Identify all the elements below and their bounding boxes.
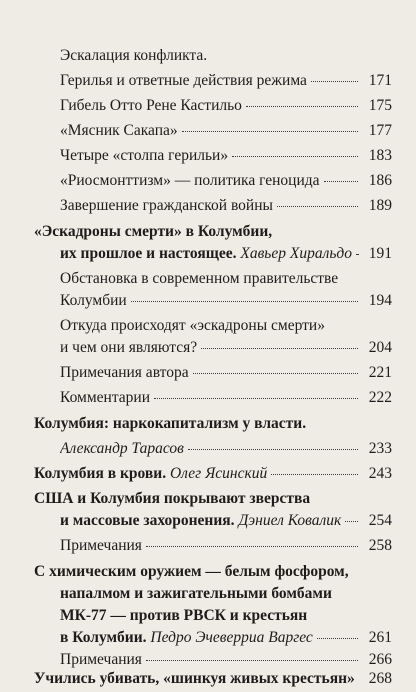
entry-author: Педро Эчеверриа Варгес: [150, 629, 313, 646]
entry-title: Обстановка в современном правительстве: [60, 270, 339, 287]
entry-page: 171: [368, 72, 392, 89]
entry-page: 175: [368, 97, 392, 114]
entry-title: Эскалация конфликта.: [60, 47, 208, 64]
entry-page: 177: [368, 122, 392, 139]
entry-title: Примечания автора: [60, 364, 189, 381]
entry-page: 266: [368, 651, 392, 668]
entry-title: Примечания: [60, 537, 142, 554]
entry-title: Завершение гражданской войны: [60, 197, 273, 214]
entry-page: 254: [368, 512, 392, 529]
entry-page: 183: [368, 147, 392, 164]
entry-page: 258: [368, 537, 392, 554]
entry-page: 268: [368, 670, 392, 687]
entry-title: Колумбия: наркокапитализм у власти.: [34, 415, 307, 432]
entry-title: «Эскадроны смерти» в Колумбии,: [34, 223, 273, 240]
entry-title: «Мясник Сакапа»: [60, 122, 178, 139]
entry-title: Четыре «столпа герильи»: [60, 147, 229, 164]
entry-page: 261: [368, 629, 392, 646]
entry-title: Колумбии: [60, 292, 127, 309]
entry-page: 233: [368, 440, 392, 457]
entry-title: США и Колумбия покрывают зверства: [34, 490, 311, 507]
entry-author: Олег Ясинский: [169, 465, 268, 482]
entry-title: Учились убивать, «шинкуя живых крестьян»: [34, 670, 355, 687]
entry-page: 186: [368, 172, 392, 189]
entry-page: 204: [368, 339, 392, 356]
entry-author: Дэниел Ковалик: [238, 512, 342, 529]
entry-title: Комментарии: [60, 389, 150, 406]
entry-author: Хавьер Хиральдо: [240, 245, 352, 262]
entry-title: и массовые захоронения.: [60, 512, 235, 529]
entry-title: МК-77 — против РВСК и крестьян: [60, 607, 308, 624]
entry-page: 243: [368, 465, 392, 482]
entry-title: и чем они являются?: [60, 339, 198, 356]
entry-title: Герилья и ответные действия режима: [60, 72, 307, 89]
entry-title: в Колумбии.: [60, 629, 147, 646]
entry-title: Колумбия в крови.: [34, 465, 167, 482]
entry-title: С химическим оружием — белым фосфором,: [34, 563, 349, 580]
entry-title: «Риосмонттизм» — политика геноцида: [60, 172, 320, 189]
entry-page: 189: [368, 197, 392, 214]
entry-title: Гибель Отто Рене Кастильо: [60, 97, 242, 114]
entry-title: напалмом и зажигательными бомбами: [60, 585, 332, 602]
entry-page: 221: [368, 364, 392, 381]
entry-page: 191: [368, 245, 392, 262]
entry-page: 222: [368, 389, 392, 406]
entry-author: Александр Тарасов: [60, 440, 184, 457]
entry-title: их прошлое и настоящее.: [60, 245, 237, 262]
entry-title: Примечания: [60, 651, 142, 668]
entry-page: 194: [368, 292, 392, 309]
entry-title: Откуда происходят «эскадроны смерти»: [60, 317, 325, 334]
